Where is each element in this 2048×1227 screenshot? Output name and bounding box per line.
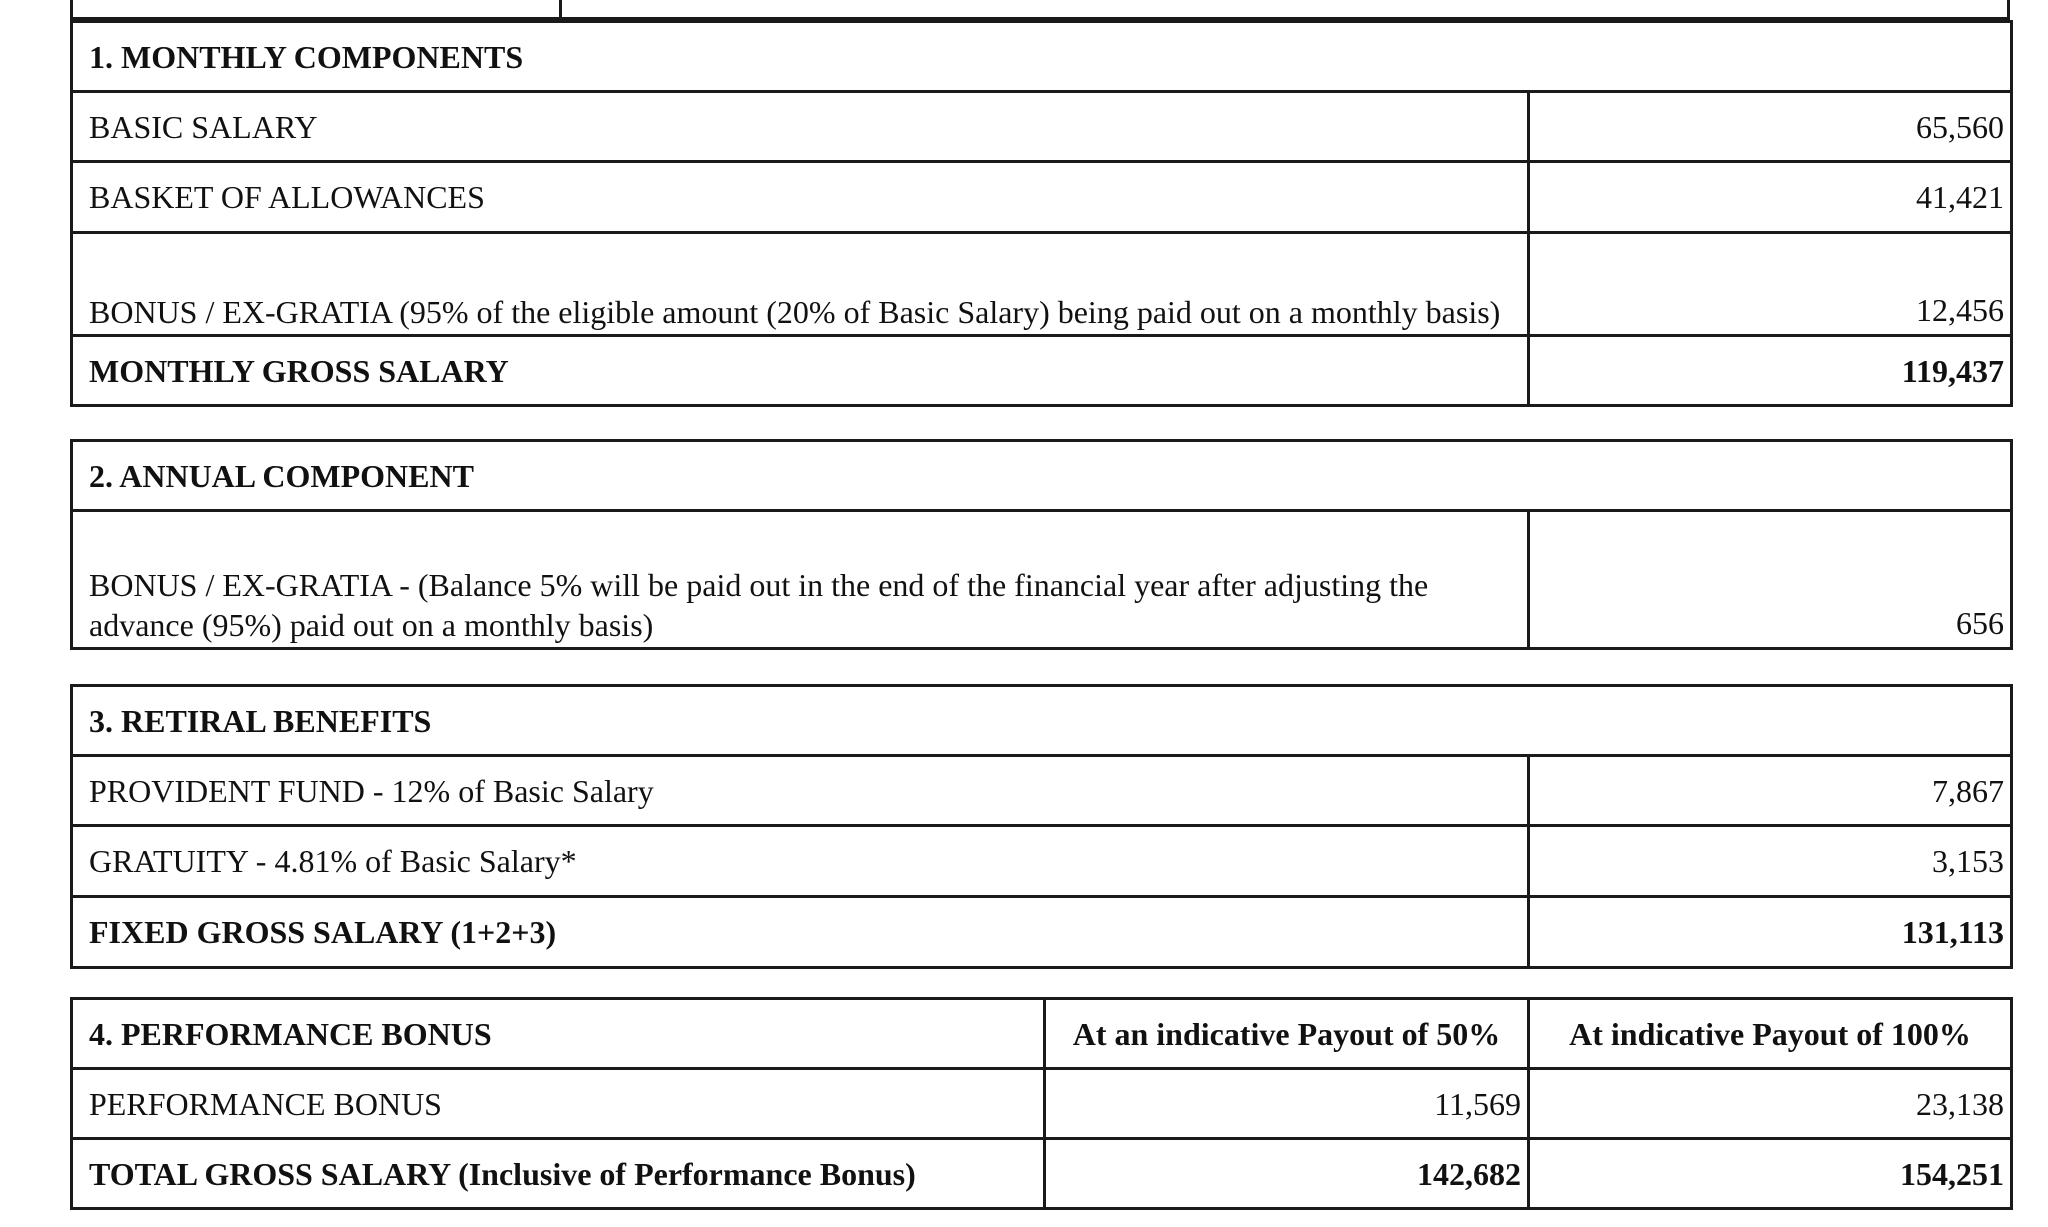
table-row <box>72 233 2012 336</box>
table-row <box>72 92 2012 162</box>
row-value-100: 23,138 <box>1529 1069 2012 1139</box>
row-label: PERFORMANCE BONUS <box>72 1069 1045 1139</box>
row-value: 41,421 <box>1529 162 2012 233</box>
row-value: 7,867 <box>1529 756 2012 826</box>
row-label: BONUS / EX-GRATIA - (Balance 5% will be paid out in the end of the financial year after adjusting the advance (95%) paid out on a monthly basis) <box>72 511 1529 649</box>
performance-bonus-table <box>70 997 2013 1210</box>
section-title: 4. PERFORMANCE BONUS <box>72 999 1045 1069</box>
total-label: TOTAL GROSS SALARY (Inclusive of Performance Bonus) <box>72 1139 1045 1209</box>
row-label: BONUS / EX-GRATIA (95% of the eligible amount (20% of Basic Salary) being paid out on a monthly basis) <box>72 233 1529 336</box>
section-title: 2. ANNUAL COMPONENT <box>72 441 2012 511</box>
monthly-components-table <box>70 20 2013 407</box>
total-value-50: 142,682 <box>1045 1139 1529 1209</box>
total-value-100: 154,251 <box>1529 1139 2012 1209</box>
row-label: GRATUITY - 4.81% of Basic Salary* <box>72 826 1529 897</box>
total-label: MONTHLY GROSS SALARY <box>72 336 1529 406</box>
table-row <box>72 826 2012 897</box>
row-label: PROVIDENT FUND - 12% of Basic Salary <box>72 756 1529 826</box>
row-value: 3,153 <box>1529 826 2012 897</box>
table-row <box>72 162 2012 233</box>
section-title: 1. MONTHLY COMPONENTS <box>72 22 2012 92</box>
annual-component-table <box>70 439 2013 650</box>
row-value-50: 11,569 <box>1045 1069 1529 1139</box>
row-value: 656 <box>1529 511 2012 649</box>
column-header-50: At an indicative Payout of 50% <box>1045 999 1529 1069</box>
top-partial-divider <box>559 0 562 17</box>
row-value: 65,560 <box>1529 92 2012 162</box>
row-label: BASKET OF ALLOWANCES <box>72 162 1529 233</box>
top-partial-row <box>70 0 2010 20</box>
total-label: FIXED GROSS SALARY (1+2+3) <box>72 897 1529 968</box>
row-label: BASIC SALARY <box>72 92 1529 162</box>
table-row <box>72 511 2012 649</box>
total-row <box>72 1139 2012 1209</box>
table-row <box>72 756 2012 826</box>
section-title: 3. RETIRAL BENEFITS <box>72 686 2012 756</box>
total-value: 119,437 <box>1529 336 2012 406</box>
total-value: 131,113 <box>1529 897 2012 968</box>
table-row <box>72 1069 2012 1139</box>
total-row <box>72 336 2012 406</box>
retiral-benefits-table <box>70 684 2013 969</box>
column-header-100: At indicative Payout of 100% <box>1529 999 2012 1069</box>
row-value: 12,456 <box>1529 233 2012 336</box>
total-row <box>72 897 2012 968</box>
